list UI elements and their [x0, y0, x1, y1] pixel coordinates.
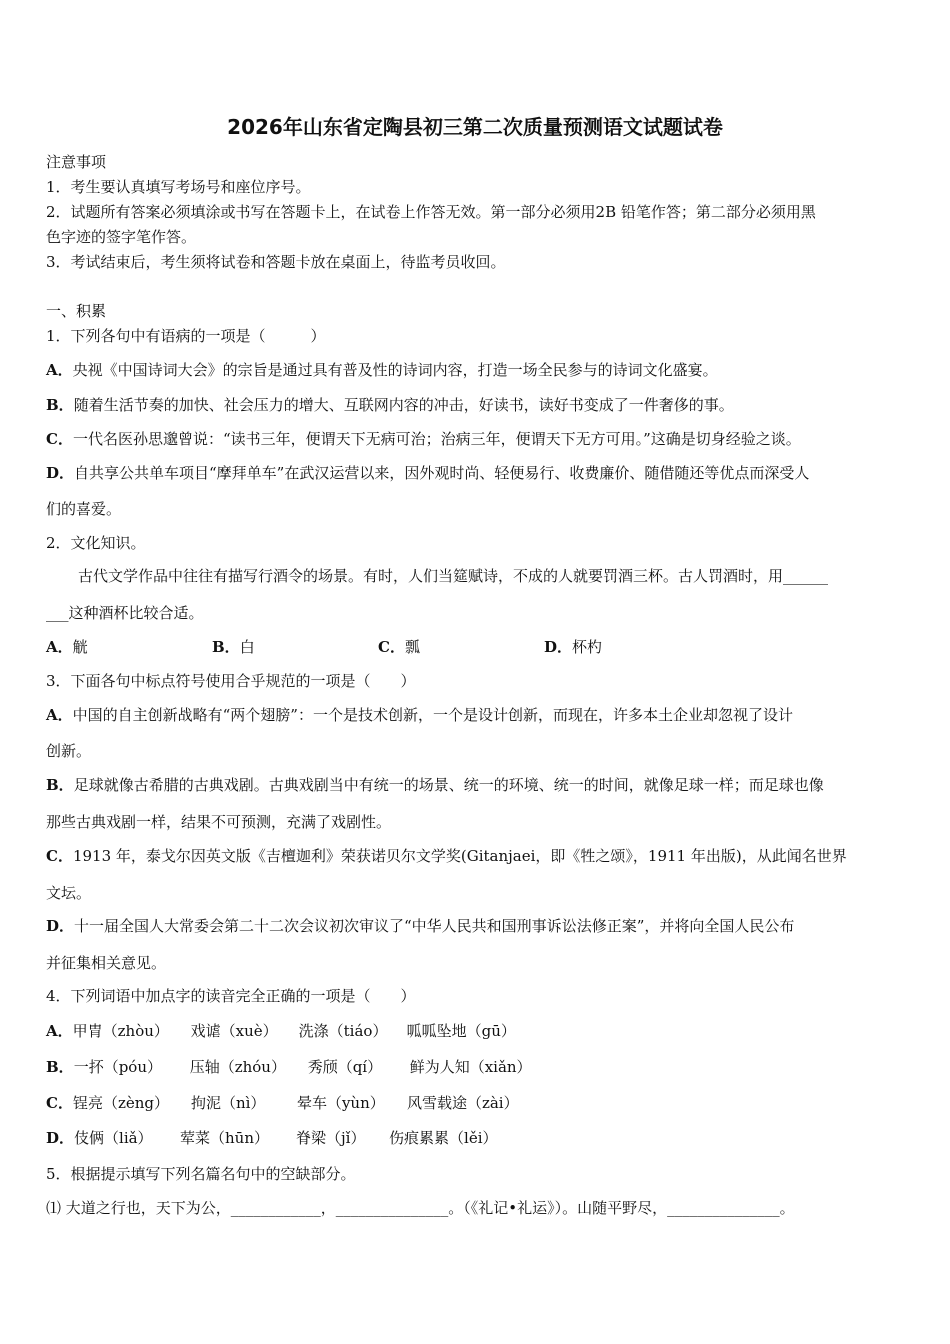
q2-option-c: [378, 637, 544, 657]
option-text: 央视《中国诗词大会》的宗旨是通过具有普及性的诗词内容，打造一场全民参与的诗词文化盛宴。: [72, 361, 718, 379]
q3-option-a: [46, 705, 793, 725]
option-text: 足球就像古希腊的古典戏剧。古典戏剧当中有统一的场景、统一的环境、统一的时间，就像足球一样；而足球也像: [73, 776, 824, 794]
option-label: B．: [46, 396, 74, 414]
page-title: 2026年山东省定陶县初三第二次质量预测语文试题试卷: [227, 115, 723, 139]
q2-option-a: [46, 637, 212, 657]
option-text: 白: [239, 638, 255, 656]
q1-option-d-cont: 们的喜爱。: [46, 500, 122, 518]
option-label: D．: [46, 1129, 75, 1147]
option-label: C．: [46, 847, 73, 865]
q4-option-b: [46, 1057, 532, 1077]
q4-option-d: [46, 1128, 498, 1148]
q3-option-d: [46, 916, 794, 936]
section-heading: 一、积累: [46, 302, 107, 320]
option-label: A．: [46, 361, 73, 379]
notice-item: 2．试题所有答案必须填涂或书写在答题卡上，在试卷上作答无效。第一部分必须用2B 铅笔作答；第二部分必须用黑: [46, 203, 816, 221]
q1-stem: 1．下列各句中有语病的一项是（ ）: [46, 327, 326, 345]
word: 压轴（zhóu）: [189, 1058, 286, 1076]
word: 风雪载途（zài）: [406, 1094, 519, 1112]
q1-option-d: [46, 463, 809, 483]
option-text: 觥: [72, 638, 88, 656]
word: 秀颀（qí）: [307, 1058, 383, 1076]
option-label: D．: [544, 638, 573, 656]
option-label: A．: [46, 706, 73, 724]
word: 脊梁（jǐ）: [296, 1129, 366, 1147]
option-label: D．: [46, 464, 75, 482]
q4-option-a: [46, 1021, 516, 1041]
word: 荤菜（hūn）: [180, 1129, 269, 1147]
word: 晕车（yùn）: [296, 1094, 385, 1112]
q2-option-b: [212, 637, 378, 657]
option-text: 十一届全国人大常委会第二十二次会议初次审议了“中华人民共和国刑事诉讼法修正案”，并将向全国人民公布: [74, 917, 795, 935]
word: 鲜为人知（xiǎn）: [409, 1058, 532, 1076]
q3-stem: 3．下面各句中标点符号使用合乎规范的一项是（ ）: [46, 672, 416, 690]
option-label: B．: [212, 638, 240, 656]
option-text: 随着生活节奏的加快、社会压力的增大、互联网内容的冲击，好读书，读好书变成了一件奢侈的事。: [73, 396, 734, 414]
q4-option-c: [46, 1093, 519, 1113]
q3-option-b-cont: 那些古典戏剧一样，结果不可预测，充满了戏剧性。: [46, 813, 392, 831]
q2-paragraph-cont: ___这种酒杯比较合适。: [46, 604, 204, 622]
option-label: A．: [46, 638, 73, 656]
option-label: C．: [46, 430, 73, 448]
q3-option-c: [46, 846, 847, 866]
word: 甲胄（zhòu）: [72, 1022, 169, 1040]
q2-paragraph: 古代文学作品中往往有描写行酒令的场景。有时，人们当筵赋诗，不成的人就要罚酒三杯。古人罚酒时，用______: [78, 567, 829, 585]
q1-option-b: [46, 395, 734, 415]
q5-line-1: ⑴ 大道之行也，天下为公，____________，_______________。（《礼记•礼运》）。山随平野尽，_______________。: [46, 1199, 795, 1217]
option-text: 中国的自主创新战略有“两个翅膀”：一个是技术创新，一个是设计创新，而现在，许多本土企业却忽视了设计: [72, 706, 793, 724]
q1-option-a: [46, 360, 718, 380]
q2-option-d: [544, 637, 602, 657]
q2-stem: 2．文化知识。: [46, 534, 146, 552]
option-label: C．: [378, 638, 405, 656]
option-label: B．: [46, 1058, 74, 1076]
q3-option-b: [46, 775, 824, 795]
word: 伤痕累累（lěi）: [389, 1129, 498, 1147]
option-label: B．: [46, 776, 74, 794]
word: 伎俩（liǎ）: [74, 1129, 153, 1147]
notice-item: 1．考生要认真填写考场号和座位序号。: [46, 178, 311, 196]
option-label: C．: [46, 1094, 73, 1112]
word: 拘泥（nì）: [190, 1094, 266, 1112]
notice-item: 色字迹的签字笔作答。: [46, 228, 197, 246]
q2-options: [46, 637, 602, 657]
q3-option-d-cont: 并征集相关意见。: [46, 954, 167, 972]
option-label: A．: [46, 1022, 73, 1040]
word: 锃亮（zèng）: [72, 1094, 169, 1112]
option-text: 自共享公共单车项目“摩拜单车”在武汉运营以来，因外观时尚、轻便易行、收费廉价、随借随还等优点而深受人: [74, 464, 810, 482]
word: 戏谑（xuè）: [190, 1022, 278, 1040]
word: 一抔（póu）: [73, 1058, 162, 1076]
word: 洗涤（tiáo）: [298, 1022, 388, 1040]
option-text: 杯杓: [572, 638, 603, 656]
q3-option-c-cont: 文坛。: [46, 884, 92, 902]
notice-heading: 注意事项: [46, 153, 107, 171]
notice-item: 3．考试结束后，考生须将试卷和答题卡放在桌面上，待监考员收回。: [46, 253, 506, 271]
option-text: 瓢: [404, 638, 420, 656]
option-text: 一代名医孙思邈曾说：“读书三年，便谓天下无病可治；治病三年，便谓天下无方可用。”这确是切身经验之谈。: [72, 430, 801, 448]
q4-stem: 4．下列词语中加点字的读音完全正确的一项是（ ）: [46, 987, 416, 1005]
q5-stem: 5．根据提示填写下列名篇名句中的空缺部分。: [46, 1165, 356, 1183]
option-text: 1913 年，泰戈尔因英文版《吉檀迦利》荣获诺贝尔文学奖(Gitanjaei，即《牲之颂》，1911 年出版)，从此闻名世界: [72, 847, 847, 865]
q1-option-c: [46, 429, 801, 449]
option-label: D．: [46, 917, 75, 935]
word: 呱呱坠地（gū）: [406, 1022, 516, 1040]
q3-option-a-cont: 创新。: [46, 742, 92, 760]
